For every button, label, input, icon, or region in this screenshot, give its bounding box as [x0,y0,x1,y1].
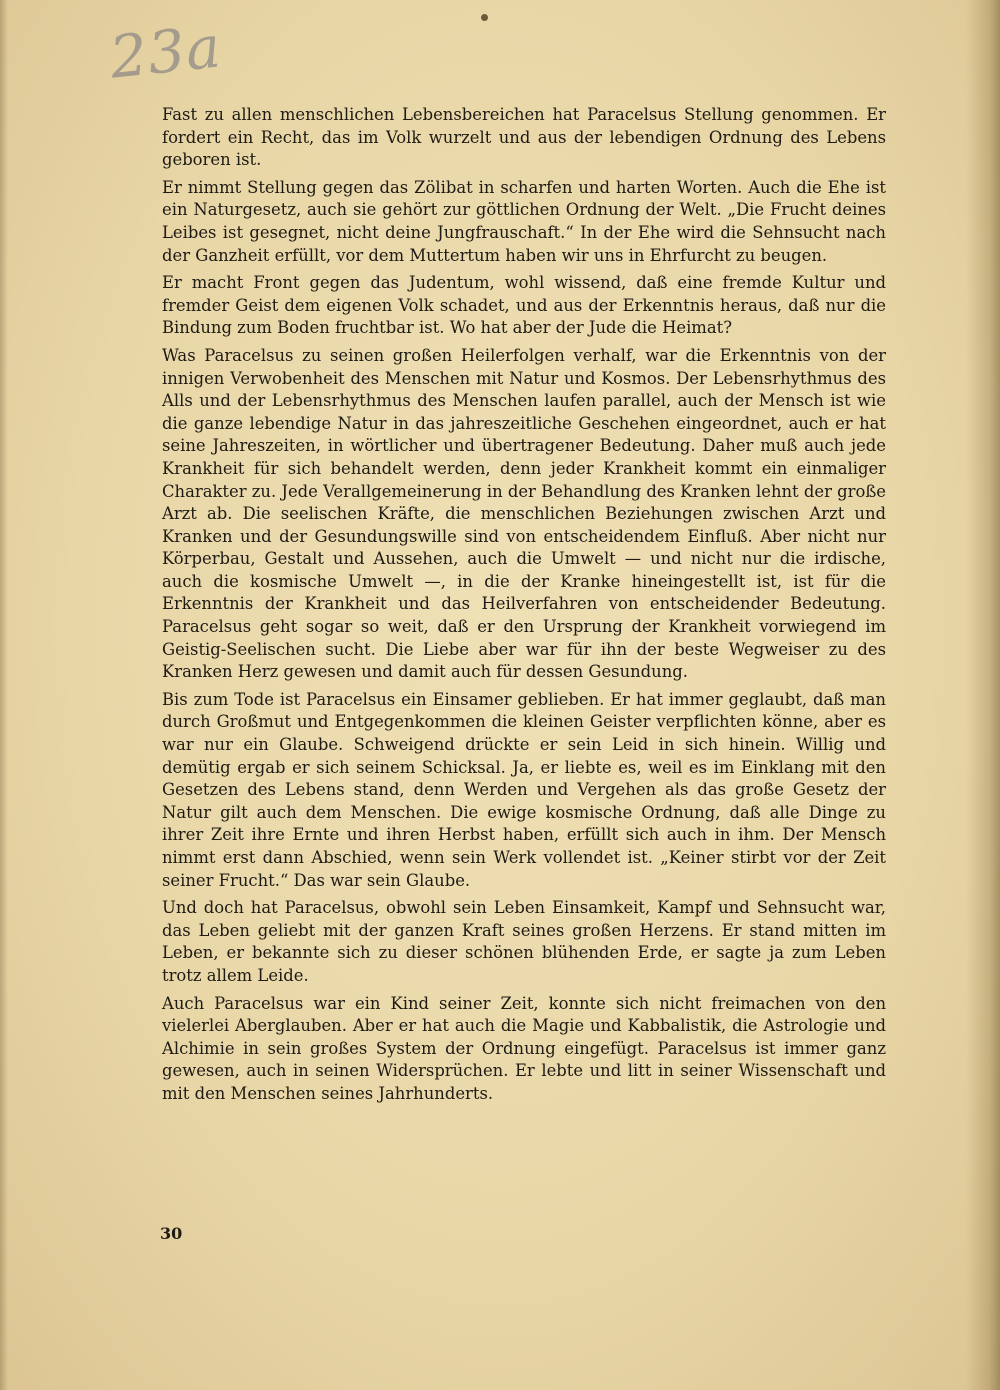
paragraph: Auch Paracelsus war ein Kind seiner Zeit, konnte sich nicht freimachen von den vielerlei Aberglauben. Aber er hat auch die Magie und Kabbalistik, die Astrologie und Alchimie in sein großes System der Ordnung eingefügt. Paracelsus ist immer ganz gewesen, auch in seinen Widersprüchen. Er lebte und litt in seiner Wissenschaft und mit den Menschen seines Jahrhunderts. [162,993,886,1103]
paragraph: Bis zum Tode ist Paracelsus ein Einsamer geblieben. Er hat immer geglaubt, daß man durch Großmut und Entgegenkommen die kleinen Geister verpflichten könne, aber es war nur ein Glaube. Schweigend drückte er sein Leid in sich hinein. Willig und demütig ergab er sich seinem Schicksal. Ja, er liebte es, weil es im Einklang mit den Gesetzen des Lebens stand, denn Werden und Vergehen als das große Gesetz der Natur gilt auch dem Menschen. Die ewige kosmische Ordnung, daß alle Dinge zu ihrer Zeit ihre Ernte und ihren Herbst haben, erfüllt sich auch in ihm. Der Mensch nimmt erst dann Abschied, wenn sein Werk vollendet ist. „Keiner stirbt vor der Zeit seiner Frucht.“ Das war sein Glaube. [162,689,886,890]
handwritten-page-annotation: 23a [106,12,225,92]
paragraph: Er macht Front gegen das Judentum, wohl wissend, daß eine fremde Kultur und fremder Geist dem eigenen Volk schadet, und aus der Erkenntnis heraus, daß nur die Bindung zum Boden fruchtbar ist. Wo hat aber der Jude die Heimat? [162,273,886,338]
paragraph: Und doch hat Paracelsus, obwohl sein Leben Einsamkeit, Kampf und Sehnsucht war, das Leben geliebt mit der ganzen Kraft seines großen Herzens. Er stand mitten im Leben, er bekannte sich zu dieser schönen blühenden Erde, er sagte ja zum Leben trotz allem Leide. [162,898,886,985]
page-number: 30 [160,1224,183,1243]
page-left-edge [0,0,8,1390]
paragraph: Fast zu allen menschlichen Lebensbereichen hat Paracelsus Stellung genommen. Er fordert ein Recht, das im Volk wurzelt und aus der lebendigen Ordnung des Lebens geboren ist. [162,105,886,170]
ink-dot [481,14,488,21]
paragraph: Er nimmt Stellung gegen das Zölibat in scharfen und harten Worten. Auch die Ehe ist ein Naturgesetz, auch sie gehört zur göttlichen Ordnung der Welt. „Die Frucht deines Leibes ist gesegnet, nicht deine Jungfrauschaft.“ In der Ehe wird die Sehnsucht nach der Ganzheit erfüllt, vor dem Muttertum haben wir uns in Ehrfurcht zu beugen. [162,177,886,265]
body-text [162,104,886,1111]
paragraph: Was Paracelsus zu seinen großen Heilerfolgen verhalf, war die Erkenntnis von der innigen Verwobenheit des Menschen mit Natur und Kosmos. Der Lebensrhythmus des Alls und der Lebensrhythmus des Menschen laufen parallel, auch der Mensch ist wie die ganze lebendige Natur in das jahreszeitliche Geschehen eingeordnet, auch er hat seine Jahreszeiten, in wörtlicher und übertragener Bedeutung. Daher muß auch jede Krankheit für sich behandelt werden, denn jeder Krankheit kommt ein einmaliger Charakter zu. Jede Verallgemeinerung in der Behandlung des Kranken lehnt der große Arzt ab. Die seelischen Kräfte, die menschlichen Beziehungen zwischen Arzt und Kranken und der Gesundungswille sind von entscheidendem Einfluß. Aber nicht nur Körperbau, Gestalt und Aussehen, auch die Umwelt — und nicht nur die irdische, auch die kosmische Umwelt —, in die der Kranke hineingestellt ist, ist für die Erkenntnis der Krankheit und das Heilverfahren von entscheidender Bedeutung. Paracelsus geht sogar so weit, daß er den Ursprung der Krankheit vorwiegend im Geistig-Seelischen sucht. Die Liebe aber war für ihn der beste Wegweiser zu des Kranken Herz gewesen und damit auch für dessen Gesundung. [162,345,886,682]
spine-shadow [966,0,1000,1390]
